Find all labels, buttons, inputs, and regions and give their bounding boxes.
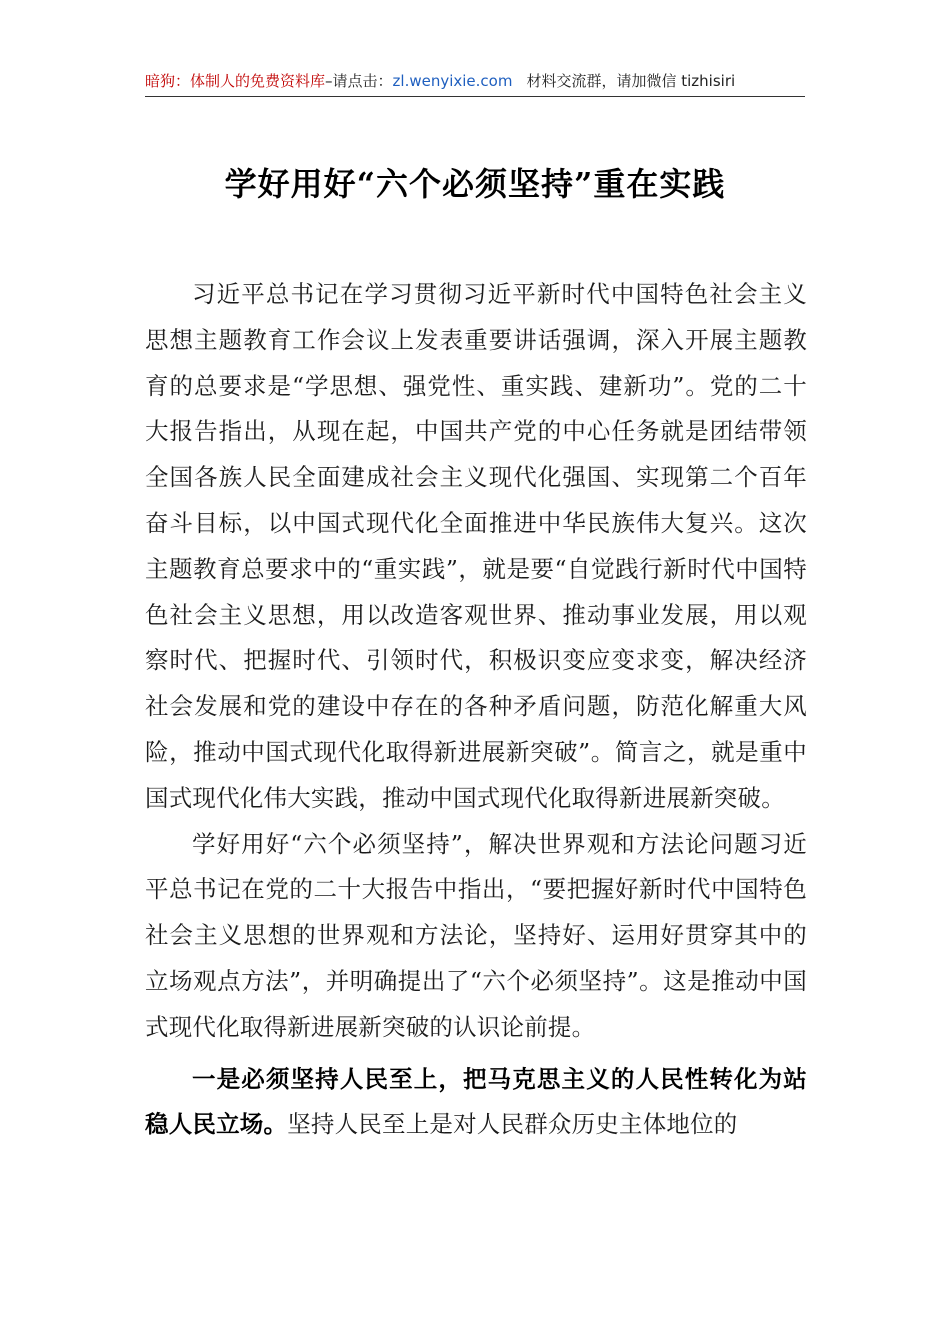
section-paragraph bbox=[145, 1057, 807, 1149]
site-url-link[interactable]: zl.wenyixie.com bbox=[392, 72, 513, 90]
document-body bbox=[145, 272, 807, 1148]
page-header bbox=[145, 68, 805, 97]
document-title: 学好用好“六个必须坚持”重在实践 bbox=[224, 165, 726, 203]
wechat-contact: 材料交流群，请加微信 tizhisiri bbox=[526, 72, 736, 90]
section-heading: 一是必须坚持人民至上，把马克思主义的人民性转化为站稳人民立场。 bbox=[145, 1064, 807, 1139]
body-paragraph: 习近平总书记在学习贯彻习近平新时代中国特色社会主义思想主题教育工作会议上发表重要讲话强调，深入开展主题教育的总要求是“学思想、强党性、重实践、建新功”。党的二十大报告指出，从现在起，中国共产党的中心任务就是团结带领全国各族人民全面建成社会主义现代化强国、实现第二个百年奋斗目标，以中国式现代化全面推进中华民族伟大复兴。这次主题教育总要求中的“重实践”，就是要“自觉践行新时代中国特色社会主义思想，用以改造客观世界、推动事业发展，用以观察时代、把握时代、引领时代，积极识变应变求变，解决经济社会发展和党的建设中存在的各种矛盾问题，防范化解重大风险，推动中国式现代化取得新进展新突破”。简言之，就是重中国式现代化伟大实践，推动中国式现代化取得新进展新突破。 bbox=[145, 280, 807, 812]
section-text: 坚持人民至上是对人民群众历史主体地位的 bbox=[287, 1110, 738, 1139]
site-name: 暗狗：体制人的免费资料库 bbox=[145, 72, 326, 90]
body-paragraph: 学好用好“六个必须坚持”，解决世界观和方法论问题习近平总书记在党的二十大报告中指出，“要把握好新时代中国特色社会主义思想的世界观和方法论，坚持好、运用好贯穿其中的立场观点方法”，并明确提出了“六个必须坚持”。这是推动中国式现代化取得新进展新突破的认识论前提。 bbox=[145, 829, 807, 1041]
click-label: –请点击： bbox=[325, 72, 393, 90]
